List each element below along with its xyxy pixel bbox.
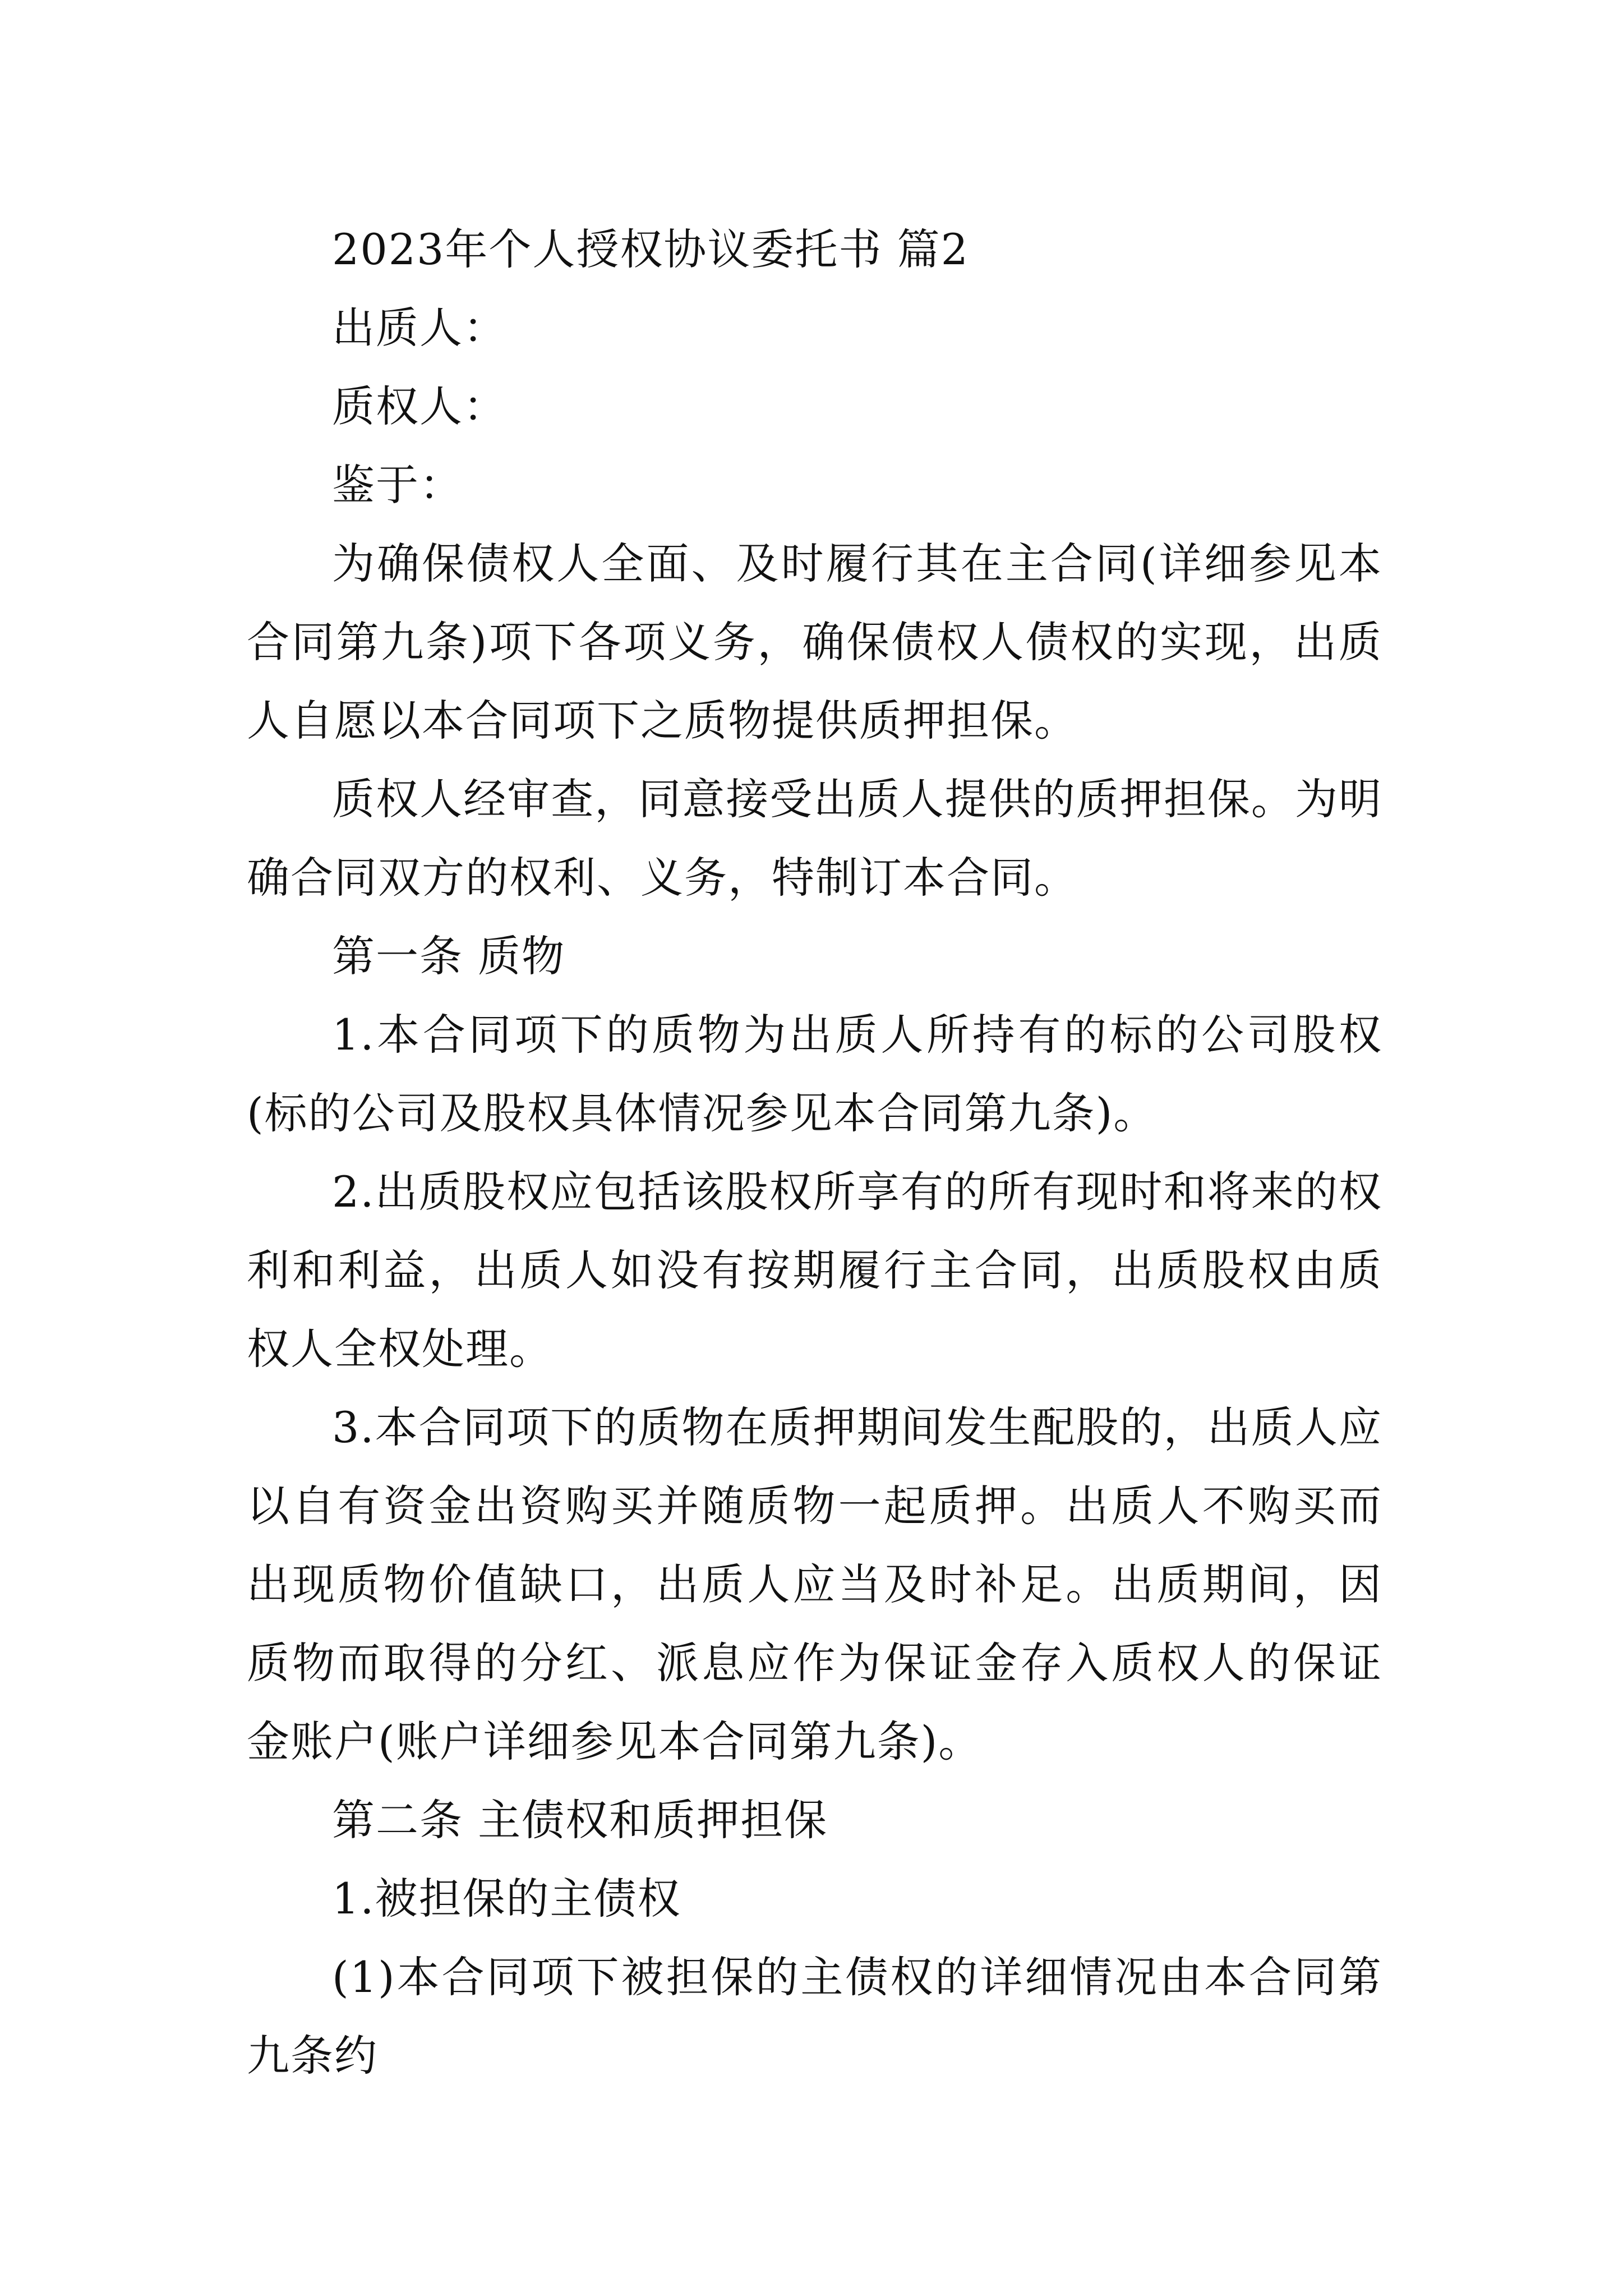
paragraph: 为确保债权人全面、及时履行其在主合同(详细参见本合同第九条)项下各项义务，确保债权人债权的实现，出质人自愿以本合同项下之质物提供质押担保。 xyxy=(247,539,1382,746)
document-body xyxy=(247,210,1382,2095)
pledgor-line: 出质人： xyxy=(332,303,507,353)
article-heading: 第二条 主债权和质押担保 xyxy=(332,1795,828,1845)
document-title: 2023年个人授权协议委托书 篇2 xyxy=(332,224,969,274)
paragraph: 质权人经审查，同意接受出质人提供的质押担保。为明确合同双方的权利、义务，特制订本合同。 xyxy=(247,774,1382,903)
pledgee-line: 质权人： xyxy=(332,381,507,431)
paragraph: 3.本合同项下的质物在质押期间发生配股的，出质人应以自有资金出资购买并随质物一起质押。出质人不购买而出现质物价值缺口，出质人应当及时补足。出质期间，因质物而取得的分红、派息应作为保证金存入质权人的保证金账户(账户详细参见本合同第九条)。 xyxy=(247,1402,1382,1766)
paragraph: 2.出质股权应包括该股权所享有的所有现时和将来的权利和利益，出质人如没有按期履行主合同，出质股权由质权人全权处理。 xyxy=(247,1167,1382,1374)
paragraph: 1.本合同项下的质物为出质人所持有的标的公司股权(标的公司及股权具体情况参见本合同第九条)。 xyxy=(247,1010,1382,1138)
article-heading: 第一条 质物 xyxy=(332,931,566,981)
whereas-line: 鉴于： xyxy=(332,460,463,510)
sub-heading: 1.被担保的主债权 xyxy=(332,1874,681,1924)
paragraph: (1)本合同项下被担保的主债权的详细情况由本合同第九条约 xyxy=(247,1952,1382,2081)
